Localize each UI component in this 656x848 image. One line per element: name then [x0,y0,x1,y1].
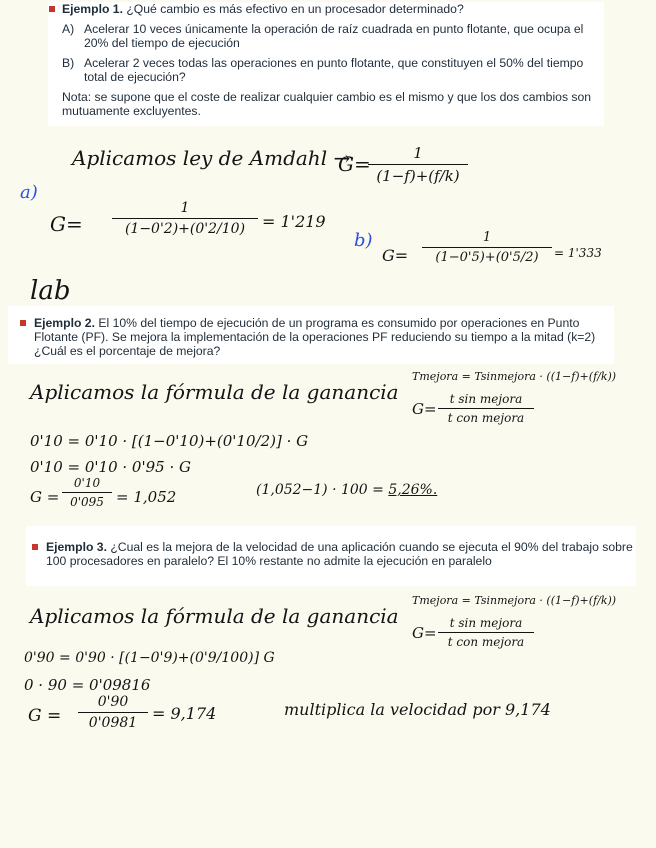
bullet-icon [49,6,55,12]
part-b-label: b) [354,230,373,251]
ex2-g: G= [412,400,437,418]
example-1-question [48,2,604,16]
option-b-label: B) [62,56,75,70]
example-1-note: Nota: se supone que el coste de realizar cualquier cambio es el mismo y que los dos cambios son mutuamente excluyentes. [62,90,592,118]
example-2-title: Ejemplo 2. [34,316,95,330]
ex3-line-3-result: = 9,174 [152,704,217,723]
part-b-den: (1−0'5)+(0'5/2) [435,250,539,265]
ex3-line-2: 0 · 90 = 0'09816 [24,676,151,694]
ex3-tmejora: Tmejora = Tsinmejora · ((1−f)+(f/k)) [412,594,617,607]
ex2-line-3-g: G = [30,488,60,506]
ex3-line-3-g: G = [28,706,62,726]
part-a-label: a) [20,182,38,203]
example-1-question-text: ¿Qué cambio es más efectivo en un procesador determinado? [126,2,464,16]
amdahl-num: 1 [368,144,468,165]
example-3-text-block [26,540,636,568]
example-1-box [48,2,604,126]
ex2-percent-result: 5,26%. [388,482,438,498]
ex2-gain-formula [438,392,534,425]
ex3-gain-formula [438,616,534,649]
lab-note: lab [30,276,71,306]
bullet-icon [32,544,38,550]
amdahl-intro: Aplicamos ley de Amdahl → [72,146,351,170]
ex3-line-1: 0'90 = 0'90 · [(1−0'9)+(0'9/100)] G [24,650,275,666]
ex3-line-3-den: 0'0981 [88,715,138,731]
ex3-intro: Aplicamos la fórmula de la ganancia [30,604,399,628]
part-b-num: 1 [422,230,552,248]
ex2-intro: Aplicamos la fórmula de la ganancia [30,380,399,404]
part-a-result: = 1'219 [262,212,326,231]
ex2-gain-den: t con mejora [447,411,525,425]
amdahl-formula [368,144,468,185]
option-b-text: Acelerar 2 veces todas las operaciones en punto flotante, que constituyen el 50% del tiempo total de ejecución? [84,56,584,84]
example-1-title: Ejemplo 1. [62,2,123,16]
ex3-gain-den: t con mejora [447,635,525,649]
ex2-line-3-den: 0'095 [70,495,104,509]
part-a-num: 1 [112,200,258,219]
ex2-gain-num: t sin mejora [438,392,534,409]
example-3-title: Ejemplo 3. [46,540,107,554]
part-a-formula [112,200,258,237]
ex3-gain-num: t sin mejora [438,616,534,633]
part-b-g: G= [382,246,409,265]
example-3-text: ¿Cual es la mejora de la velocidad de una aplicación cuando se ejecuta el 90% del trabajo sobre 100 procesadores en paralelo? El 10% restante no admite la ejecución en paralelo [46,540,633,568]
option-b [48,56,604,84]
ex2-line-3-result: = 1,052 [116,488,177,506]
ex3-g: G= [412,624,437,642]
ex2-tmejora: Tmejora = Tsinmejora · ((1−f)+(f/k)) [412,370,617,383]
example-3-box [26,526,636,586]
amdahl-g: G= [338,152,371,176]
ex2-percent-expr: (1,052−1) · 100 = [256,482,384,498]
example-2-text: El 10% del tiempo de ejecución de un programa es consumido por operaciones en Punto Flotante (PF). Se mejora la implementación de la operaciones PF reduciendo su tiempo a la mitad (k=2) ¿Cuál es el porcentaje de mejora? [34,316,596,358]
example-2-text-block [8,316,614,358]
option-a [48,22,604,50]
ex2-line-3-fraction [62,476,112,509]
example-2-box [8,306,614,364]
ex2-percent [256,482,437,498]
part-b-formula [422,230,552,265]
ex2-line-1: 0'10 = 0'10 · [(1−0'10)+(0'10/2)] · G [30,432,309,450]
part-a-g: G= [50,212,83,236]
ex3-conclusion: multiplica la velocidad por 9,174 [284,700,551,719]
part-a-den: (1−0'2)+(0'2/10) [124,221,246,237]
part-b-result: = 1'333 [554,246,602,260]
option-a-text: Acelerar 10 veces únicamente la operación de raíz cuadrada en punto flotante, que ocupa el 20% del tiempo de ejecución [84,22,584,50]
bullet-icon [20,320,26,326]
amdahl-den: (1−f)+(f/k) [376,167,460,185]
ex3-line-3-num: 0'90 [78,694,148,713]
ex2-line-3-num: 0'10 [62,476,112,493]
ex2-line-2: 0'10 = 0'10 · 0'95 · G [30,458,191,476]
option-a-label: A) [62,22,75,36]
ex3-line-3-fraction [78,694,148,731]
